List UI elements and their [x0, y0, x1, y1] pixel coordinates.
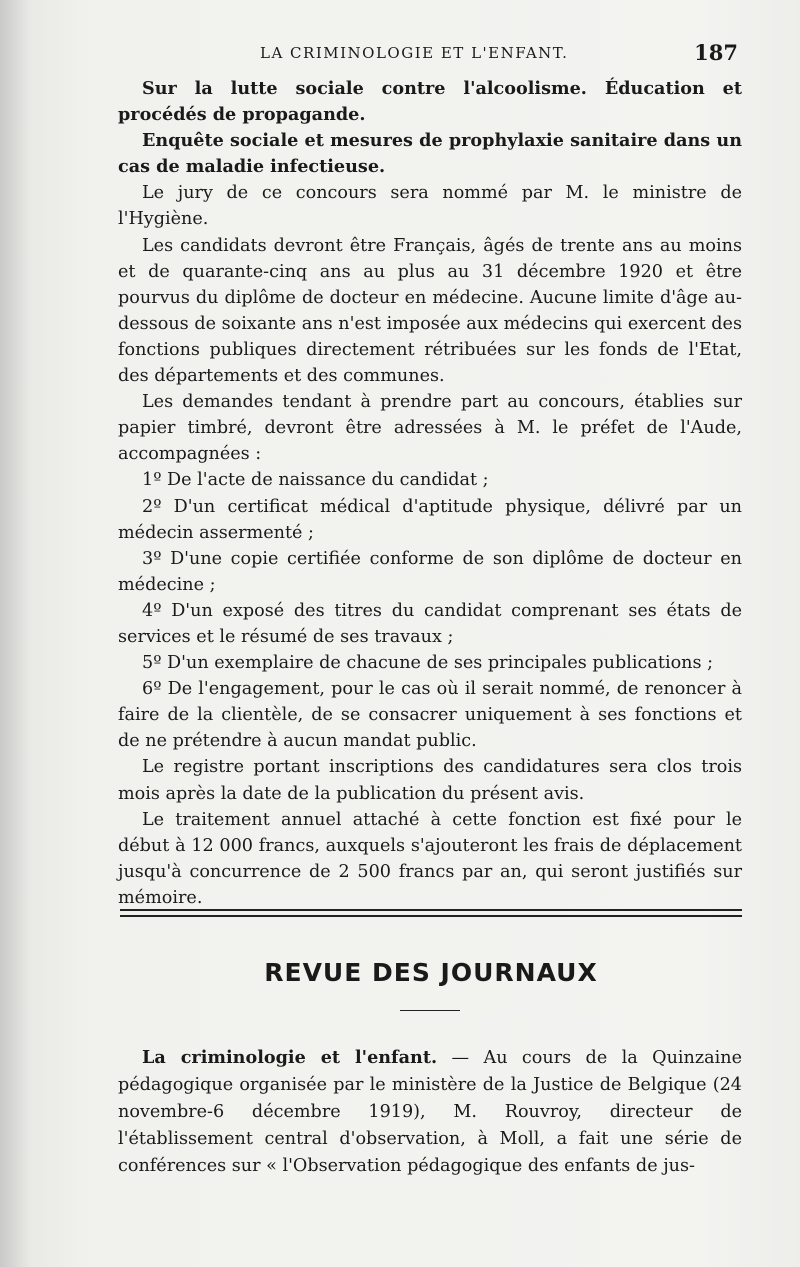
list-item-3: 3º D'une copie certifiée conforme de son diplôme de docteur en médecine ; [118, 548, 742, 595]
running-head: LA CRIMINOLOGIE ET L'ENFANT. [260, 44, 569, 62]
list-item-4: 4º D'un exposé des titres du candidat comprenant ses états de services et le résumé de ses travaux ; [118, 600, 742, 647]
section-title: REVUE DES JOURNAUX [264, 958, 598, 987]
article-text: — Au cours de la Quinzaine pédagogique organisée par le ministère de la Justice de Belgique (24 novembre-6 décembre 1919), M. Rouvroy, directeur de l'établissement central d'observation, à Moll, a fait une série de conférences sur « l'Observation pédagogique des enfants de jus- [118, 1048, 742, 1176]
page-header [120, 40, 742, 74]
article [118, 1044, 742, 1180]
paragraph-topic-alcoholism: Sur la lutte sociale contre l'alcoolisme. Éducation et procédés de propagande. [118, 78, 742, 126]
paragraph-candidates: Les candidats devront être Français, âgés de trente ans au moins et de quarante-cinq ans au plus au 31 décembre 1920 et être pourvus du diplôme de docteur en médecine. Aucune limite d'âge au-dessous de soixante ans n'est imposée aux médecins qui exercent des fonctions publiques directement rétribuées sur les fonds de l'Etat, des départements et des communes. [118, 235, 742, 387]
page-number: 187 [694, 40, 738, 65]
paragraph-applications: Les demandes tendant à prendre part au concours, établies sur papier timbré, devront être adressées à M. le préfet de l'Aude, accompagnées : [118, 392, 742, 465]
section-divider [120, 909, 742, 917]
body-text [118, 76, 742, 911]
paragraph-registry: Le registre portant inscriptions des candidatures sera clos trois mois après la date de la publication du présent avis. [118, 757, 742, 804]
list-item-2: 2º D'un certificat médical d'aptitude physique, délivré par un médecin assermenté ; [118, 496, 742, 543]
list-item-5: 5º D'un exemplaire de chacune de ses principales publications ; [142, 653, 714, 674]
article-paragraph [118, 1044, 742, 1180]
paragraph-salary: Le traitement annuel attaché à cette fonction est fixé pour le début à 12 000 francs, auxquels s'ajouteront les frais de déplacement jusqu'à concurrence de 2 500 francs par an, qui seront justifiés sur mémoire. [118, 809, 742, 908]
list-item-1: 1º De l'acte de naissance du candidat ; [142, 470, 489, 491]
list-item-6: 6º De l'engagement, pour le cas où il serait nommé, de renoncer à faire de la clientèle, de se consacrer uniquement à ses fonctions et de ne prétendre à aucun mandat public. [118, 679, 742, 752]
paragraph-topic-prophylaxis: Enquête sociale et mesures de prophylaxie sanitaire dans un cas de maladie infectieuse. [118, 130, 742, 178]
paragraph-jury: Le jury de ce concours sera nommé par M. le ministre de l'Hygiène. [118, 183, 742, 230]
article-heading: La criminologie et l'enfant. [142, 1047, 438, 1068]
title-underline [400, 1010, 460, 1011]
